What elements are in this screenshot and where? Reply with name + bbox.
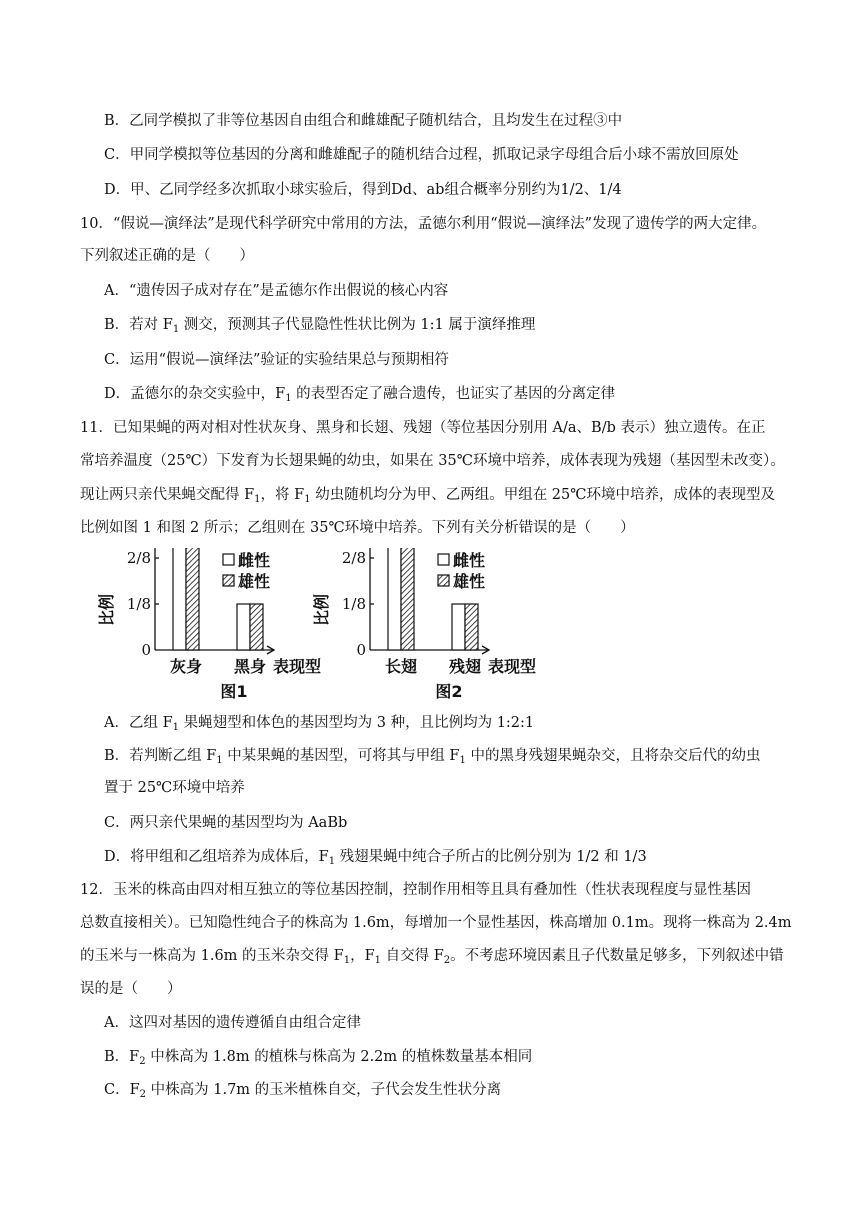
q12-stem-line-3: 的玉米与一株高为 1.6m 的玉米杂交得 $F_1$，$F_1$ 自交得 $F_2$。不考虑环境因素且子代数量足够多，下列叙述中错 xyxy=(80,948,784,966)
q12-option-b: B．$F_2$ 中株高为 1.8m 的植株与株高为 2.2m 的植株数量基本相同 xyxy=(104,1049,533,1067)
q11-option-b-continued: 置于 25℃环境中培养 xyxy=(104,780,245,796)
category-label: 长翅 xyxy=(384,657,418,676)
figure-caption: 图2 xyxy=(435,682,463,701)
q12-stem-line-4: 误的是（ ） xyxy=(80,981,182,997)
bar-charts-svg xyxy=(96,548,566,704)
bar xyxy=(186,548,199,650)
bar xyxy=(388,548,401,650)
chart-figure-1 xyxy=(97,548,321,701)
y-axis-label: 比例 xyxy=(97,593,116,627)
y-axis-label: 比例 xyxy=(312,593,331,627)
q11-option-b: B．若判断乙组 $F_1$ 中某果蝇的基因型，可将其与甲组 $F_1$ 中的黑身残翅果蝇杂交，且将杂交后代的幼虫 xyxy=(104,748,761,766)
q12-stem-line-2: 总数直接相关）。已知隐性纯合子的株高为 1.6m，每增加一个显性基因，株高增加 0.1m。现将一株高为 2.4m xyxy=(80,915,792,931)
y-tick-label: 0 xyxy=(356,641,366,659)
bar xyxy=(465,604,478,650)
q11-option-c: C．两只亲代果蝇的基因型均为 AaBb xyxy=(104,815,348,831)
category-label: 灰身 xyxy=(169,657,203,676)
q11-stem-line-4: 比例如图 1 和图 2 所示；乙组则在 35℃环境中培养。下列有关分析错误的是（ ） xyxy=(80,520,635,536)
bar xyxy=(401,548,414,650)
q11-stem-line-2: 常培养温度（25℃）下发育为长翅果蝇的幼虫，如果在 35℃环境中培养，成体表现为残翅（基因型未改变）。 xyxy=(80,453,785,469)
category-label: 黑身 xyxy=(233,657,267,676)
q12-option-c: C．$F_2$ 中株高为 1.7m 的玉米植株自交，子代会发生性状分离 xyxy=(104,1082,502,1100)
legend-label: 雄性 xyxy=(238,572,271,591)
y-tick-label: 2/8 xyxy=(126,549,151,567)
q10-option-c: C．运用“假说—演绎法”验证的实验结果总与预期相符 xyxy=(104,352,449,368)
q12-option-a: A．这四对基因的遗传遵循自由组合定律 xyxy=(104,1015,361,1031)
q11-stem-line-3: 现让两只亲代果蝇交配得 $F_1$，将 $F_1$ 幼虫随机均分为甲、乙两组。甲组在 25℃环境中培养，成体的表现型及 xyxy=(80,487,775,505)
bar xyxy=(173,548,186,650)
y-tick-label: 1/8 xyxy=(341,595,366,613)
q12-stem-line-1: 12．玉米的株高由四对相互独立的等位基因控制，控制作用相等且具有叠加性（性状表现程度与显性基因 xyxy=(80,882,751,898)
bar xyxy=(452,604,465,650)
legend-swatch xyxy=(223,575,234,586)
q9-option-c: C．甲同学模拟等位基因的分离和雌雄配子的随机结合过程，抓取记录字母组合后小球不需放回原处 xyxy=(104,147,739,163)
legend-label: 雄性 xyxy=(453,572,486,591)
q10-option-a: A．“遗传因子成对存在”是孟德尔作出假说的核心内容 xyxy=(104,283,449,299)
legend-swatch xyxy=(438,575,449,586)
legend-swatch xyxy=(223,554,234,565)
y-tick-label: 1/8 xyxy=(126,595,151,613)
figure-caption: 图1 xyxy=(220,682,248,701)
q11-figures xyxy=(96,548,566,704)
q11-stem-line-1: 11．已知果蝇的两对相对性状灰身、黑身和长翅、残翅（等位基因分别用 A/a、B/b 表示）独立遗传。在正 xyxy=(80,420,766,436)
q10-option-b: B．若对 $F_1$ 测交，预测其子代显隐性性状比例为 1:1 属于演绎推理 xyxy=(104,317,536,335)
q11-option-a: A．乙组 $F_1$ 果蝇翅型和体色的基因型均为 3 种，且比例均为 1:2:1 xyxy=(104,715,535,733)
category-label: 残翅 xyxy=(448,657,482,676)
legend-swatch xyxy=(438,554,449,565)
legend-label: 雌性 xyxy=(453,551,486,570)
q9-option-d: D．甲、乙同学经多次抓取小球实验后，得到Dd、ab组合概率分别约为1/2、1/4 xyxy=(104,182,622,198)
y-tick-label: 2/8 xyxy=(341,549,366,567)
q11-option-d: D．将甲组和乙组培养为成体后，$F_1$ 残翅果蝇中纯合子所占的比例分别为 1/2 和 1/3 xyxy=(104,849,647,867)
q10-stem-line-1: 10．“假说—演绎法”是现代科学研究中常用的方法，孟德尔利用“假说—演绎法”发现了遗传学的两大定律。 xyxy=(80,216,767,232)
q10-option-d: D．孟德尔的杂交实验中，$F_1$ 的表型否定了融合遗传，也证实了基因的分离定律 xyxy=(104,386,616,404)
legend-label: 雌性 xyxy=(238,551,271,570)
chart-figure-2 xyxy=(312,548,536,701)
q10-stem-line-2: 下列叙述正确的是（ ） xyxy=(80,248,254,264)
x-axis-label: 表现型 xyxy=(273,657,322,676)
x-axis-label: 表现型 xyxy=(488,657,537,676)
y-tick-label: 0 xyxy=(141,641,151,659)
q9-option-b: B．乙同学模拟了非等位基因自由组合和雌雄配子随机结合，且均发生在过程③中 xyxy=(104,113,623,129)
bar xyxy=(237,604,250,650)
bar xyxy=(250,604,263,650)
